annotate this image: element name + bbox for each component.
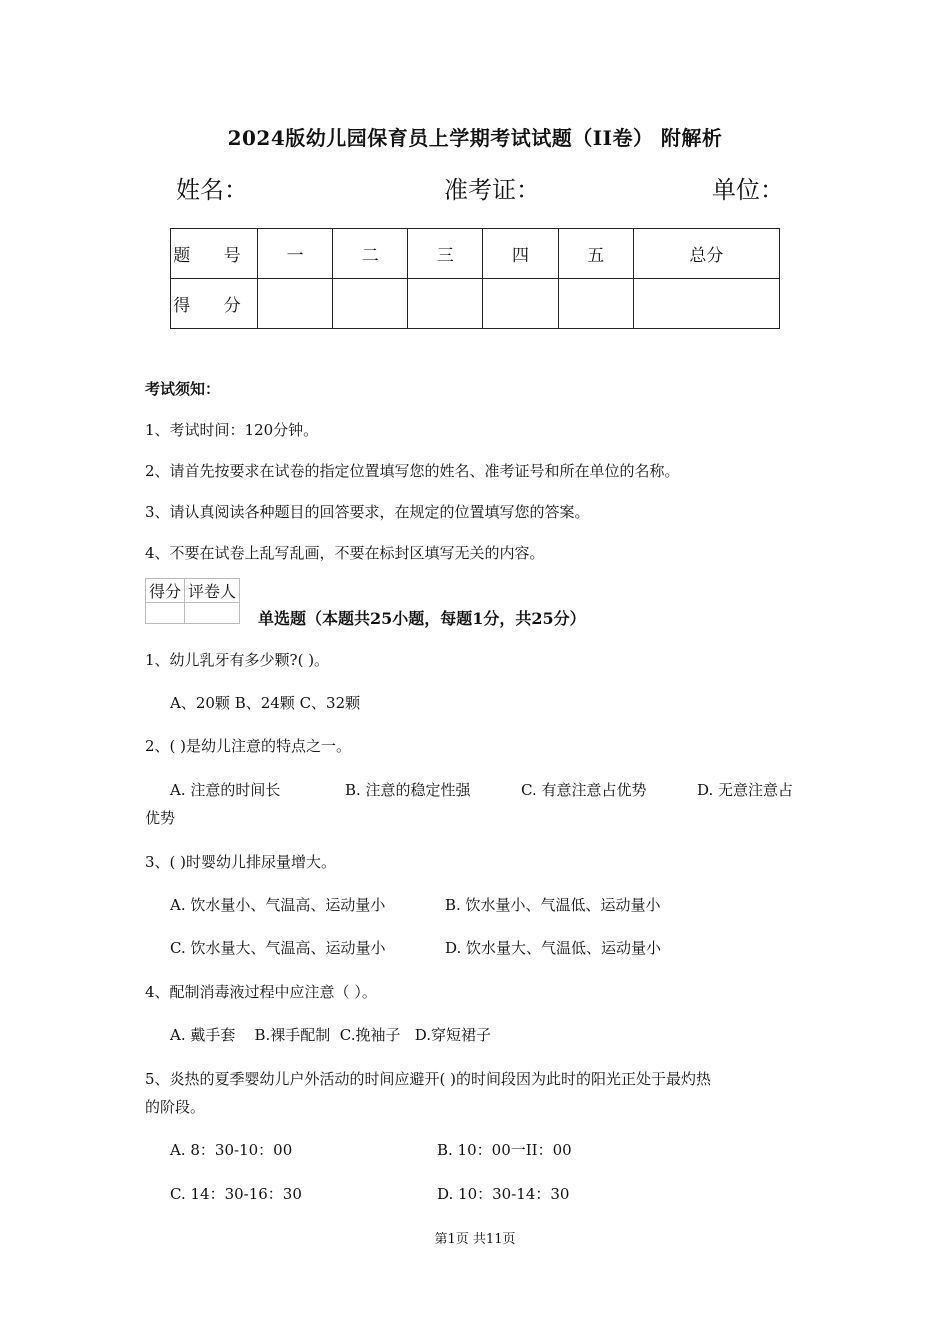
q3-option-c: C. 饮水量大、气温高、运动量小 [170,939,386,957]
notice-heading: 考试须知： [145,380,221,398]
q5-option-c: C. 14：30-16：30 [170,1185,302,1203]
notice-item-3: 3、请认真阅读各种题目的回答要求，在规定的位置填写您的答案。 [145,503,590,521]
q5-stem-line1: 5、炎热的夏季婴幼儿户外活动的时间应避开( )的时间段因为此时的阳光正处于最灼热 [145,1070,712,1088]
score-cell-1[interactable] [258,279,333,329]
grader-table [145,578,240,624]
score-table-header-row [171,229,780,279]
q5-stem-line2: 的阶段。 [145,1098,206,1116]
score-cell-total[interactable] [633,279,779,329]
score-table [170,228,780,329]
unit-field-label: 单位： [712,176,784,204]
page-title: 2024版幼儿园保育员上学期考试试题（II卷） 附解析 [227,126,723,150]
q5-option-b: B. 10：00一II：00 [437,1141,572,1159]
q3-option-a: A. 饮水量小、气温高、运动量小 [170,896,386,914]
q2-option-b: B. 注意的稳定性强 [345,781,471,799]
q4-options: A. 戴手套 B.裸手配制 C.挽袖子 D.穿短裙子 [170,1026,492,1044]
q3-stem: 3、( )时婴幼儿排尿量增大。 [145,853,337,871]
section-title: 单选题（本题共25小题，每题1分，共25分） [258,609,586,628]
q2-stem: 2、( )是幼儿注意的特点之一。 [145,737,352,755]
q5-option-d: D. 10：30-14：30 [437,1185,570,1203]
score-table-score-row [171,279,780,329]
score-cell-2[interactable] [333,279,408,329]
score-header-3: 三 [408,229,483,279]
q3-option-b: B. 饮水量小、气温低、运动量小 [445,896,661,914]
score-header-1: 一 [258,229,333,279]
q1-options: A、20颗 B、24颗 C、32颗 [170,694,361,712]
q5-option-a: A. 8：30-10：00 [170,1141,293,1159]
q4-stem: 4、配制消毒液过程中应注意（ ）。 [145,983,377,1001]
q2-option-d: D. 无意注意占 [697,781,794,799]
page-footer: 第1页 共11页 [434,1232,516,1247]
name-field-label: 姓名： [176,176,248,204]
q1-stem: 1、幼儿乳牙有多少颗?( )。 [145,651,330,669]
notice-item-1: 1、考试时间：120分钟。 [145,421,319,439]
exam-number-field-label: 准考证： [444,176,540,204]
score-header-total: 总分 [633,229,779,279]
q2-option-a: A. 注意的时间长 [170,781,281,799]
grader-name-cell[interactable] [185,603,240,624]
score-header-5: 五 [558,229,633,279]
score-label: 得 分 [171,279,258,329]
grader-name-label: 评卷人 [185,579,240,603]
notice-item-4: 4、不要在试卷上乱写乱画，不要在标封区填写无关的内容。 [145,544,545,562]
score-cell-3[interactable] [408,279,483,329]
question-number-label: 题 号 [171,229,258,279]
notice-item-2: 2、请首先按要求在试卷的指定位置填写您的姓名、准考证号和所在单位的名称。 [145,462,680,480]
q2-option-c: C. 有意注意占优势 [521,781,647,799]
q2-option-d-continued: 优势 [145,809,176,827]
q3-option-d: D. 饮水量大、气温低、运动量小 [445,939,662,957]
grader-score-label: 得分 [146,579,185,603]
score-cell-5[interactable] [558,279,633,329]
grader-score-cell[interactable] [146,603,185,624]
score-header-4: 四 [483,229,558,279]
score-header-2: 二 [333,229,408,279]
score-cell-4[interactable] [483,279,558,329]
